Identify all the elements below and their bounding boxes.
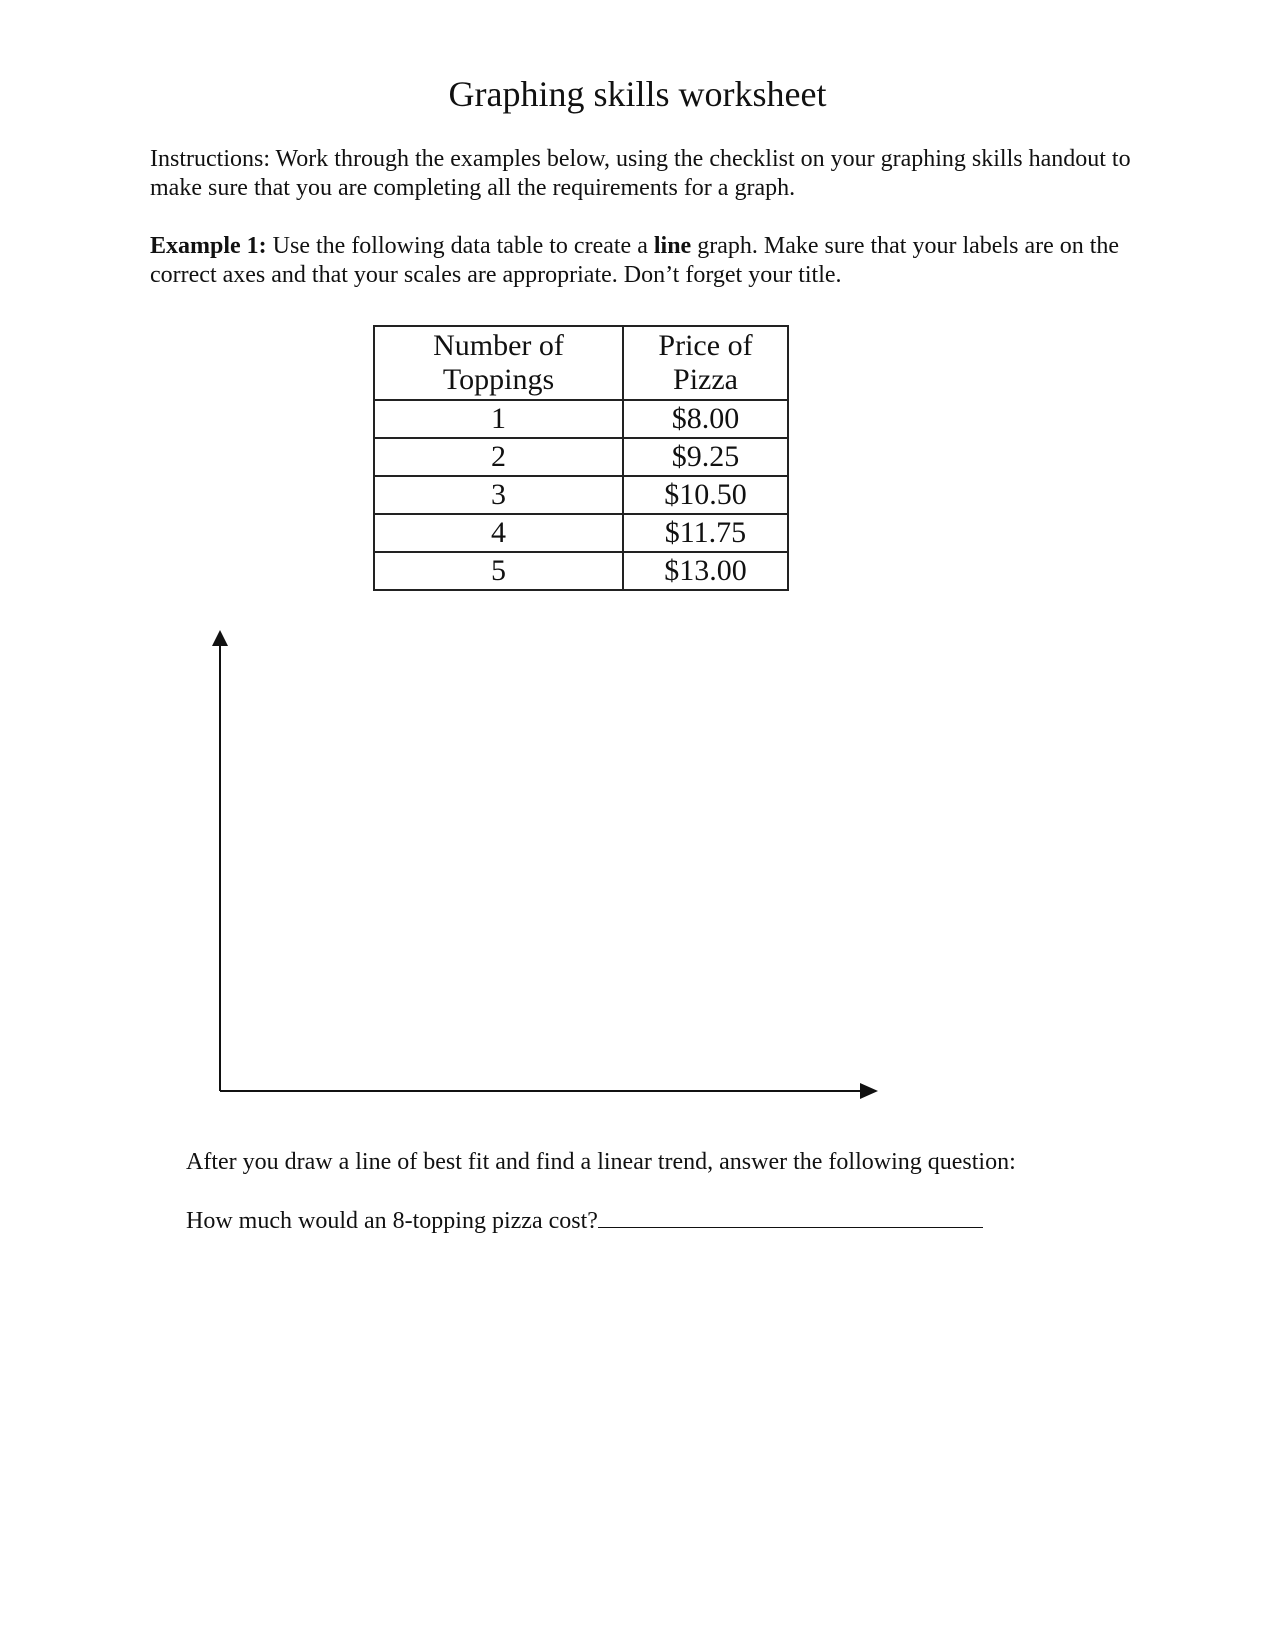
example-text-before: Use the following data table to create a bbox=[266, 233, 654, 259]
toppings-cell: 1 bbox=[374, 400, 623, 438]
example-text-after: graph. Make sure that your labels are on the correct axes and that your scales are appropriate. Don’t forget your title. bbox=[150, 233, 1120, 288]
page-title: Graphing skills worksheet bbox=[448, 74, 827, 114]
price-cell: $11.75 bbox=[623, 514, 788, 552]
toppings-cell: 5 bbox=[374, 552, 623, 590]
blank-graph-axes bbox=[200, 630, 890, 1105]
after-instructions-text: After you draw a line of best fit and find a linear trend, answer the following question: bbox=[186, 1149, 1016, 1175]
pizza-data-table bbox=[373, 325, 789, 591]
y-axis-arrowhead bbox=[212, 630, 228, 646]
x-axis-arrowhead bbox=[860, 1083, 878, 1099]
question-text bbox=[186, 1205, 983, 1236]
table-row bbox=[374, 400, 788, 438]
table-row bbox=[374, 438, 788, 476]
header-number-of-toppings: Number of Toppings bbox=[374, 326, 623, 400]
table-row bbox=[374, 476, 788, 514]
toppings-cell: 3 bbox=[374, 476, 623, 514]
price-cell: $8.00 bbox=[623, 400, 788, 438]
price-cell: $9.25 bbox=[623, 438, 788, 476]
table-header-row bbox=[374, 326, 788, 400]
toppings-cell: 2 bbox=[374, 438, 623, 476]
instructions-text: Instructions: Work through the examples below, using the checklist on your graphing skills handout to make sure that you are completing all the requirements for a graph. bbox=[150, 146, 1131, 201]
example-emphasis: line bbox=[653, 233, 692, 259]
table-row bbox=[374, 514, 788, 552]
toppings-cell: 4 bbox=[374, 514, 623, 552]
question-label: How much would an 8-topping pizza cost? bbox=[186, 1208, 598, 1234]
example-label: Example 1: bbox=[150, 233, 267, 259]
price-cell: $10.50 bbox=[623, 476, 788, 514]
table-row bbox=[374, 552, 788, 590]
example-1-text bbox=[150, 232, 1150, 290]
answer-blank-line[interactable] bbox=[598, 1205, 983, 1228]
header-price-of-pizza: Price of Pizza bbox=[623, 326, 788, 400]
price-cell: $13.00 bbox=[623, 552, 788, 590]
